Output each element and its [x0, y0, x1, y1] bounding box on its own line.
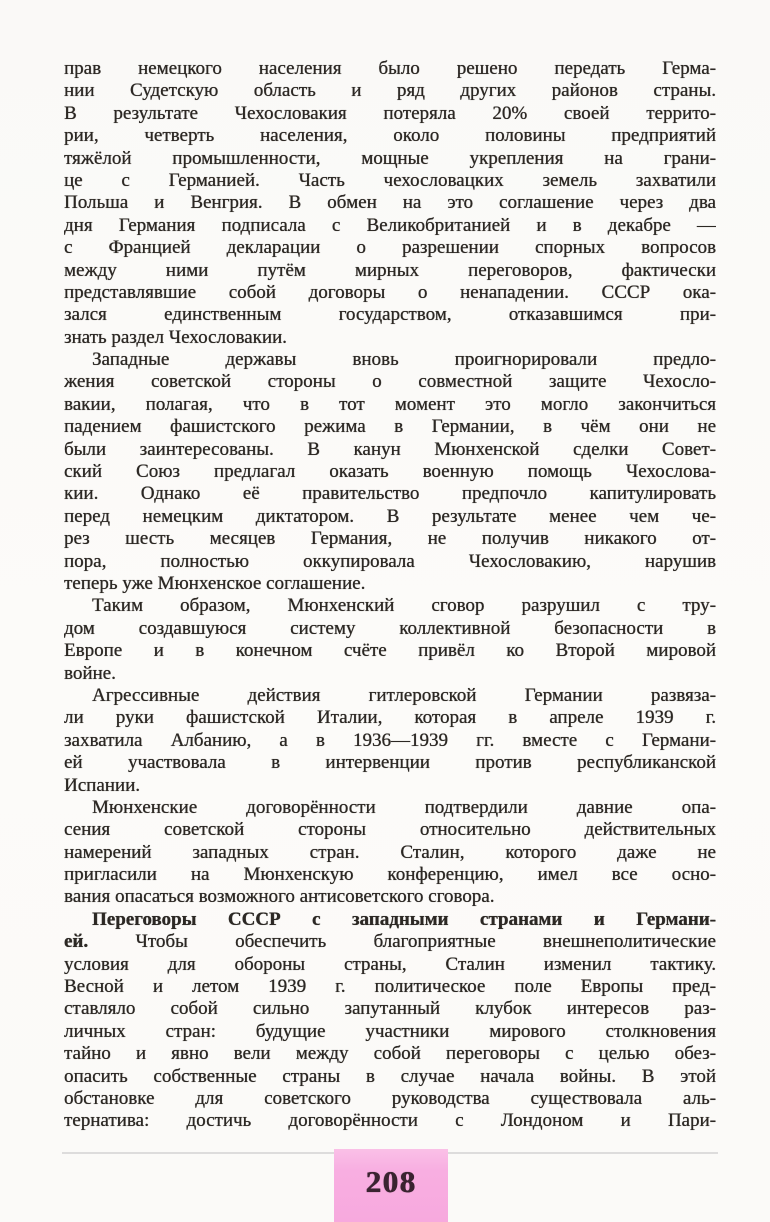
text-line: сения советской стороны относительно действительных [64, 819, 716, 841]
paragraph [64, 909, 716, 1133]
text-line: Польша и Венгрия. В обмен на это соглашение через два [64, 192, 716, 214]
text-line: захватила Албанию, а в 1936—1939 гг. вместе с Германи- [64, 729, 716, 751]
text-line: ей участвовала в интервенции против республиканской [64, 752, 716, 774]
text-line: пора, полностью оккупировала Чехословакию, нарушив [64, 550, 716, 572]
text-line: теперь уже Мюнхенское соглашение. [64, 572, 366, 594]
text-line: ский Союз предлагал оказать военную помощь Чехослова- [64, 461, 716, 483]
page-number: 208 [365, 1163, 417, 1199]
text-line: условия для обороны страны, Сталин изменил тактику. [64, 953, 716, 975]
text-line: вакии, полагая, что в тот момент это могло закончиться [64, 393, 716, 415]
text-line: дня Германия подписала с Великобританией и в декабре — [64, 214, 716, 236]
paragraph [64, 685, 716, 797]
text-line: с Францией декларации о разрешении спорных вопросов [64, 237, 716, 259]
text-line: между ними путём мирных переговоров, фактически [64, 259, 716, 281]
text-line: обстановке для советского руководства существовала аль- [64, 1087, 716, 1109]
text-line: были заинтересованы. В канун Мюнхенской сделки Совет- [64, 438, 716, 460]
bold-run-in-heading: ей. [64, 931, 89, 953]
text-line: зался единственным государством, отказавшимся при- [64, 304, 716, 326]
text-line: Таким образом, Мюнхенский сговор разрушил с тру- [92, 595, 716, 617]
text-line: ставляло собой сильно запутанный клубок интересов раз- [64, 998, 716, 1020]
text-line: кии. Однако её правительство предпочло капитулировать [64, 483, 716, 505]
text-line: намерений западных стран. Сталин, которого даже не [64, 841, 716, 863]
paragraph [64, 349, 716, 595]
text-line: Европе и в конечном счёте привёл ко Второй мировой [64, 640, 716, 662]
paragraph [64, 58, 716, 349]
text-line: вания опасаться возможного антисоветского сговора. [64, 886, 495, 908]
text-line: пригласили на Мюнхенскую конференцию, имел все осно- [64, 864, 716, 886]
text-line: опасить собственные страны в случае начала войны. В этой [64, 1065, 716, 1087]
text-line: жения советской стороны о совместной защите Чехосло- [64, 371, 716, 393]
text-line: падением фашистского режима в Германии, в чём они не [64, 416, 716, 438]
text-line: прав немецкого населения было решено передать Герма- [64, 58, 716, 79]
text-line: Западные державы вновь проигнорировали предло- [92, 349, 716, 371]
text-line: представлявшие собой договоры о ненападении. СССР ока- [64, 281, 716, 303]
paragraph [64, 595, 716, 685]
text-line: рез шесть месяцев Германия, не получив никакого от- [64, 528, 716, 550]
text-line: дом создавшуюся систему коллективной безопасности в [64, 617, 716, 639]
text-line: це с Германией. Часть чехословацких земель захватили [64, 169, 716, 191]
text-line [64, 909, 716, 931]
text-line: Испании. [64, 774, 141, 796]
paragraph [64, 797, 716, 909]
text-line: перед немецким диктатором. В результате менее чем че- [64, 505, 716, 527]
text-line: В результате Чехословакия потеряла 20% своей террито- [64, 102, 716, 124]
bold-run-in-heading: Переговоры СССР с западными странами и Германи- [92, 908, 716, 930]
text-line: тайно и явно вели между собой переговоры с целью обез- [64, 1043, 716, 1065]
text-line: Мюнхенские договорённости подтвердили давние опа- [92, 796, 716, 818]
text-line: Весной и летом 1939 г. политическое поле Европы пред- [64, 976, 716, 998]
text-line: войне. [64, 662, 116, 684]
text-line: рии, четверть населения, около половины предприятий [64, 125, 716, 147]
page-number-box [334, 1149, 448, 1222]
text-line: тяжёлой промышленности, мощные укрепления на грани- [64, 147, 716, 169]
text-line: Агрессивные действия гитлеровской Германии развяза- [92, 684, 716, 706]
text-column [64, 58, 716, 1133]
text-line: знать раздел Чехословакии. [64, 326, 287, 348]
text-line: тернатива: достичь договорённости с Лондоном и Пари- [64, 1110, 716, 1132]
text-line: ей. Чтобы обеспечить благоприятные внешнеполитические [64, 931, 716, 953]
text-line: ли руки фашистской Италии, которая в апреле 1939 г. [64, 707, 716, 729]
text-line: нии Судетскую область и ряд других районов страны. [64, 80, 716, 102]
text-line: личных стран: будущие участники мирового столкновения [64, 1020, 716, 1042]
